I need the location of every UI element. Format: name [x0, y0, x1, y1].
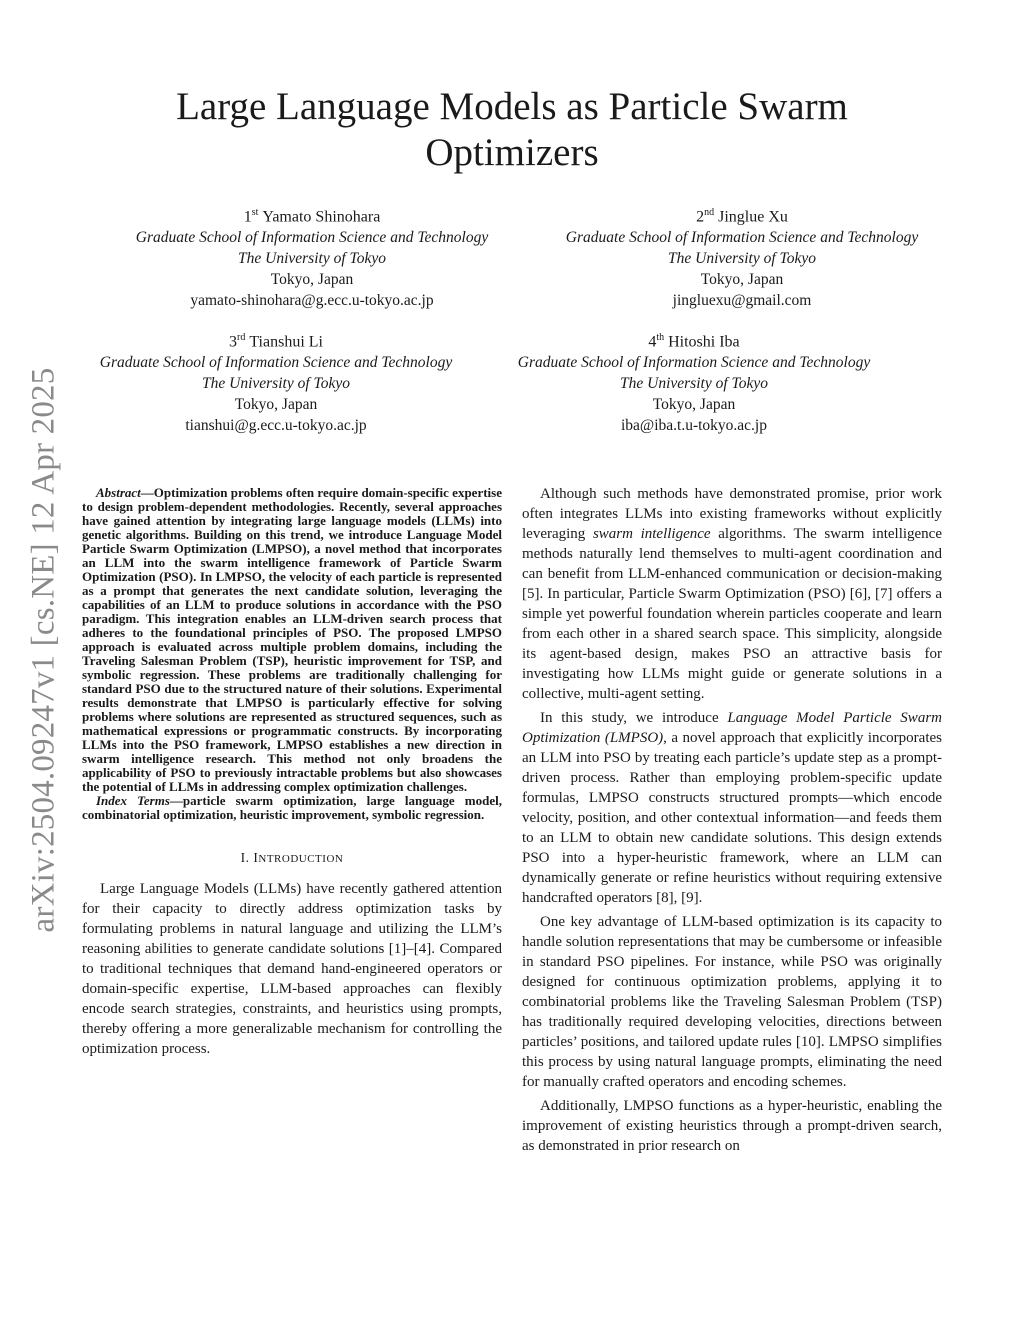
right-column: [522, 484, 942, 1160]
author-university: The University of Tokyo: [202, 375, 350, 393]
abstract-label: Abstract: [96, 485, 141, 500]
intro-paragraph-2: Although such methods have demonstrated promise, prior work often integrates LLMs into existing frameworks without explicitly leveraging swarm intelligence algorithms. The swarm intelligence methods naturally lend themselves to multi-agent coordination and can benefit from LLM-enhanced communication or decision-making [5]. In particular, Particle Swarm Optimization (PSO) [6], [7] offers a simple yet powerful foundation wherein particles cooperate and learn from each other in a shared search space. This simplicity, alongside its agent-based design, makes PSO an attractive basis for investigating how LLMs might guide or generate solutions in a collective, multi-agent setting.: [522, 486, 943, 702]
author-affiliation: Graduate School of Information Science and Technology: [565, 229, 919, 247]
arxiv-identifier-stamp: arXiv:2504.09247v1 [cs.NE] 12 Apr 2025: [25, 367, 62, 933]
author-block-1: [97, 202, 527, 311]
author-location: Tokyo, Japan: [652, 396, 736, 414]
author-university: The University of Tokyo: [620, 375, 768, 393]
author-location: Tokyo, Japan: [270, 271, 354, 289]
abstract: [82, 486, 502, 794]
author-location: Tokyo, Japan: [700, 271, 784, 289]
author-email[interactable]: tianshui@g.ecc.u-tokyo.ac.jp: [185, 417, 367, 435]
author-block-4: [479, 327, 909, 436]
intro-paragraph-4: One key advantage of LLM-based optimization is its capacity to handle solution representations that may be cumbersome or infeasible in standard PSO pipelines. For instance, while PSO was originally designed for continuous optimization problems, applying it to combinatorial problems like the Traveling Salesman Problem (TSP) has traditionally required developing velocities, directions between particles’ positions, and tailored update rules [10]. LMPSO simplifies this process by using natural language prompts, eliminating the need for manually crafted operators and encoding schemes.: [522, 914, 942, 1090]
author-block-2: [527, 202, 957, 311]
intro-paragraph-3: In this study, we introduce Language Model Particle Swarm Optimization (LMPSO), a novel approach that explicitly incorporates an LLM into PSO by treating each particle’s update step as a prompt-driven process. Rather than employing problem-specific update formulas, LMPSO constructs structured prompts—which encode velocity, position, and other contextual information—and feeds them to an LLM to obtain new candidate solutions. This design extends PSO into a hyper-heuristic framework, where an LLM can dynamically generate or refine heuristics without requiring extensive handcrafted operators [8], [9].: [522, 710, 942, 906]
paper-title: Large Language Models as Particle Swarm Optimizers: [176, 85, 848, 174]
author-name: 3rd Tianshui Li: [229, 332, 323, 351]
index-terms-label: Index Terms: [96, 793, 170, 808]
author-location: Tokyo, Japan: [234, 396, 318, 414]
index-terms-text: —particle swarm optimization, large language model, combinatorial optimization, heuristic improvement, symbolic regression.: [82, 793, 502, 822]
author-name: 4th Hitoshi Iba: [648, 332, 740, 351]
author-block-3: [61, 327, 491, 436]
section-heading-introduction: I. INTRODUCTION: [240, 850, 344, 865]
intro-paragraph-5: Additionally, LMPSO functions as a hyper-heuristic, enabling the improvement of existing heuristics through a prompt-driven search, as demonstrated in prior research on: [522, 1098, 942, 1154]
author-email[interactable]: iba@iba.t.u-tokyo.ac.jp: [621, 417, 767, 435]
author-affiliation: Graduate School of Information Science and Technology: [517, 354, 871, 372]
author-email[interactable]: yamato-shinohara@g.ecc.u-tokyo.ac.jp: [190, 292, 434, 310]
author-name: 2nd Jinglue Xu: [696, 207, 788, 226]
left-column: [82, 486, 502, 1063]
index-terms: [82, 794, 502, 822]
author-university: The University of Tokyo: [238, 250, 386, 268]
intro-paragraph-1: Large Language Models (LLMs) have recently gathered attention for their capacity to directly address optimization tasks by formulating problems in natural language and utilizing the LLM’s reasoning abilities to generate candidate solutions [1]–[4]. Compared to traditional techniques that demand hand-engineered operators or domain-specific expertise, LLM-based approaches can flexibly encode search strategies, constraints, and heuristics using prompts, thereby offering a more generalizable mechanism for controlling the optimization process.: [82, 881, 502, 1057]
abstract-text: —Optimization problems often require domain-specific expertise to design problem-dependent methodologies. Recently, several approaches have gained attention by integrating large language models (LLMs) into genetic algorithms. Building on this trend, we introduce Language Model Particle Swarm Optimization (LMPSO), a novel method that incorporates an LLM into the swarm intelligence framework of Particle Swarm Optimization (PSO). In LMPSO, the velocity of each particle is represented as a prompt that generates the next candidate solution, leveraging the capabilities of an LLM to produce solutions in accordance with the PSO paradigm. This integration enables an LLM-driven search process that adheres to the foundational principles of PSO. The proposed LMPSO approach is evaluated across multiple problem domains, including the Traveling Salesman Problem (TSP), heuristic improvement for TSP, and symbolic regression. These problems are traditionally challenging for standard PSO due to the structured nature of their solutions. Experimental results demonstrate that LMPSO is particularly effective for solving problems where solutions are represented as structured sequences, such as mathematical expressions or programmatic constructs. By incorporating LLMs into the PSO framework, LMPSO establishes a new direction in swarm intelligence research. This method not only broadens the applicability of PSO to previously intractable problems but also showcases the potential of LLMs in addressing complex optimization challenges.: [82, 485, 502, 794]
author-name: 1st Yamato Shinohara: [243, 207, 381, 226]
author-university: The University of Tokyo: [668, 250, 816, 268]
author-email[interactable]: jingluexu@gmail.com: [672, 292, 812, 310]
author-affiliation: Graduate School of Information Science and Technology: [99, 354, 453, 372]
author-affiliation: Graduate School of Information Science and Technology: [135, 229, 489, 247]
